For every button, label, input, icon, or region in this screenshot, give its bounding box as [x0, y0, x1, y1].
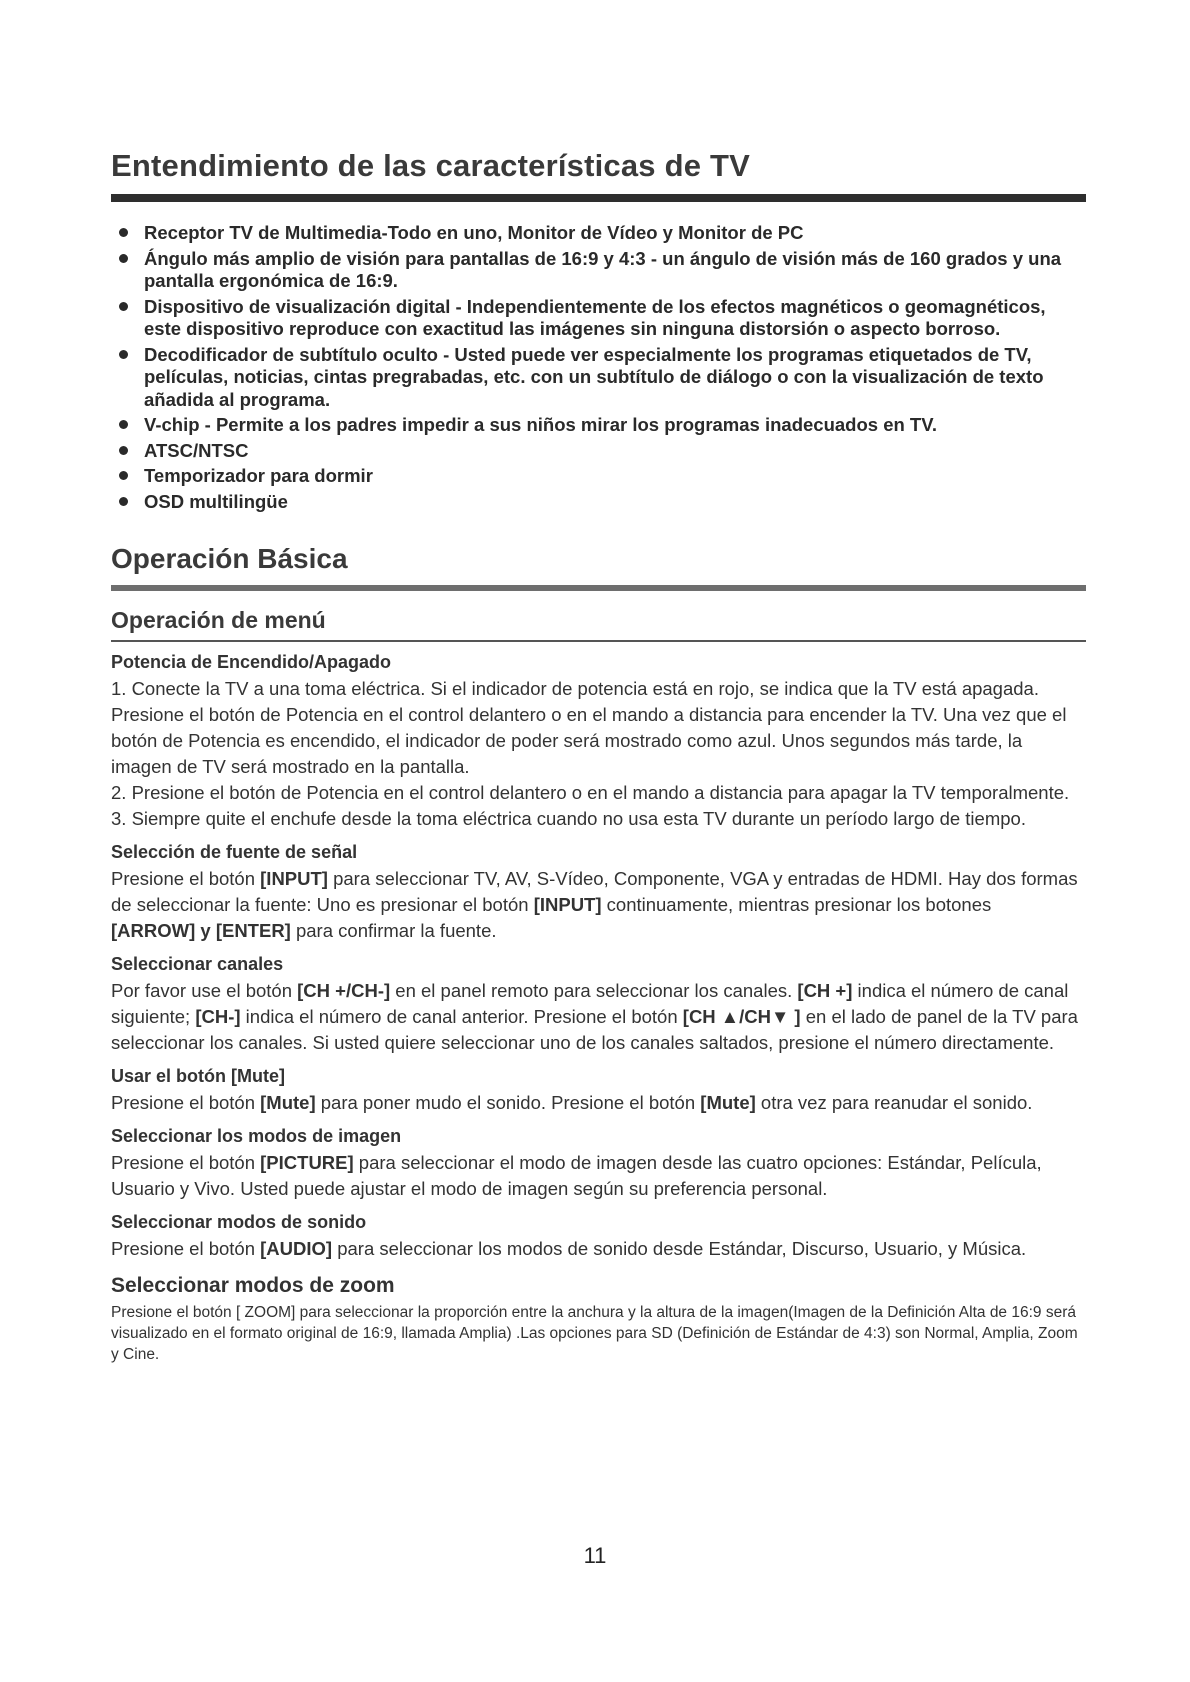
mute-heading: Usar el botón [Mute] — [111, 1066, 285, 1086]
feature-item: Ángulo más amplio de visión para pantallas de 16:9 y 4:3 - un ángulo de visión más de 160 grados y una pantalla ergonómica de 16:9. — [111, 248, 1079, 293]
bullet-icon — [119, 350, 128, 359]
source-paragraph: Presione el botón [INPUT] para seleccionar TV, AV, S-Vídeo, Componente, VGA y entradas de HDMI. Hay dos formas de seleccionar la fuente: Uno es presionar el botón [INPUT] continuamente, mientras presionar los botones [ARROW] y [ENTER] para confirmar la fuente. — [111, 868, 1078, 941]
bullet-icon — [119, 302, 128, 311]
feature-item: V-chip - Permite a los padres impedir a sus niños mirar los programas inadecuados en TV. — [111, 414, 1079, 437]
section-heading: Operación Básica — [111, 543, 348, 574]
section-rule — [111, 585, 1086, 591]
feature-item: Dispositivo de visualización digital - Independientemente de los efectos magnéticos o geomagnéticos, este dispositivo reproduce con exactitud las imágenes sin ninguna distorsión o aspecto borroso. — [111, 296, 1079, 341]
feature-item: ATSC/NTSC — [111, 440, 1079, 463]
picture-paragraph: Presione el botón [PICTURE] para seleccionar el modo de imagen desde las cuatro opciones: Estándar, Película, Usuario y Vivo. Usted puede ajustar el modo de imagen según su preferencia personal. — [111, 1152, 1042, 1199]
bullet-icon — [119, 420, 128, 429]
feature-item: OSD multilingüe — [111, 491, 1079, 514]
power-heading: Potencia de Encendido/Apagado — [111, 652, 392, 672]
power-step-3: 3. Siempre quite el enchufe desde la toma eléctrica cuando no usa esta TV durante un período largo de tiempo. — [111, 808, 1026, 829]
page-number: 11 — [583, 1543, 607, 1568]
channels-paragraph: Por favor use el botón [CH +/CH-] en el panel remoto para seleccionar los canales. [CH +] indica el número de canal siguiente; [CH-] indica el número de canal anterior. Presione el botón [CH ▲/CH▼ ] en el lado de panel de la TV para seleccionar los canales. Si usted quiere seleccionar uno de los canales saltados, presione el número directamente. — [111, 980, 1078, 1053]
bullet-icon — [119, 254, 128, 263]
bullet-icon — [119, 228, 128, 237]
subsection-rule — [111, 640, 1086, 642]
source-heading: Selección de fuente de señal — [111, 842, 358, 862]
zoom-heading: Seleccionar modos de zoom — [111, 1274, 395, 1297]
feature-item: Temporizador para dormir — [111, 465, 1079, 488]
subsection-heading: Operación de menú — [111, 607, 326, 633]
feature-item: Decodificador de subtítulo oculto - Usted puede ver especialmente los programas etiquetados de TV, películas, noticias, cintas pregrabadas, etc. con un subtítulo de diálogo o con la visualización de texto añadida al programa. — [111, 344, 1079, 412]
bullet-icon — [119, 471, 128, 480]
feature-item: Receptor TV de Multimedia-Todo en uno, Monitor de Vídeo y Monitor de PC — [111, 222, 1079, 245]
power-step-1: 1. Conecte la TV a una toma eléctrica. Si el indicador de potencia está en rojo, se indica que la TV está apagada. Presione el botón de Potencia en el control delantero o en el mando a distancia para encender la TV. Una vez que el botón de Potencia es encendido, el indicador de poder será mostrado como azul. Unos segundos más tarde, la imagen de TV será mostrado en la pantalla. — [111, 678, 1067, 777]
zoom-paragraph: Presione el botón [ ZOOM] para seleccionar la proporción entre la anchura y la altura de la imagen(Imagen de la Definición Alta de 16:9 será visualizado en el formato original de 16:9, llamada Amplia) .Las opciones para SD (Definición de Estándar de 4:3) son Normal, Amplia, Zoom y Cine. — [111, 1304, 1078, 1363]
channels-heading: Seleccionar canales — [111, 954, 284, 974]
features-heading: Entendimiento de las características de TV — [111, 148, 750, 183]
power-step-2: 2. Presione el botón de Potencia en el control delantero o en el mando a distancia para apagar la TV temporalmente. — [111, 782, 1070, 803]
sound-heading: Seleccionar modos de sonido — [111, 1212, 367, 1232]
manual-page — [111, 148, 1079, 1365]
heading-rule — [111, 194, 1086, 202]
sound-paragraph: Presione el botón [AUDIO] para seleccionar los modos de sonido desde Estándar, Discurso, Usuario, y Música. — [111, 1238, 1027, 1259]
bullet-icon — [119, 497, 128, 506]
picture-heading: Seleccionar los modos de imagen — [111, 1126, 402, 1146]
mute-paragraph: Presione el botón [Mute] para poner mudo el sonido. Presione el botón [Mute] otra vez para reanudar el sonido. — [111, 1092, 1033, 1113]
features-list — [111, 222, 1079, 513]
bullet-icon — [119, 446, 128, 455]
